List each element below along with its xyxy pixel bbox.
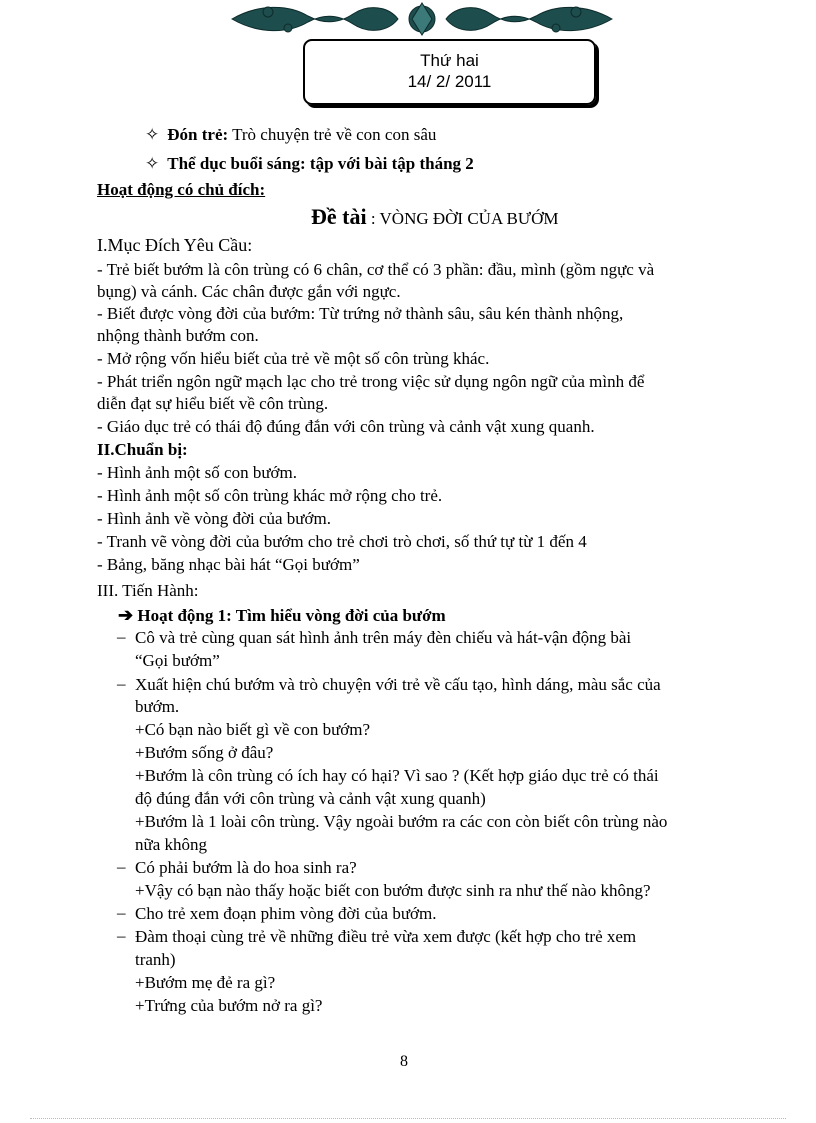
welcome-text: Trò chuyện trẻ về con con sâu [228, 125, 437, 144]
dash-bullet: – [117, 903, 126, 922]
section1-line: - Mở rộng vốn hiểu biết của trẻ về một số côn trùng khác. [97, 349, 490, 368]
dash-bullet: – [117, 857, 126, 876]
topic-label: Đề tài [311, 204, 367, 229]
topic-text: : VÒNG ĐỜI CỦA BƯỚM [366, 209, 559, 228]
date-label: 14/ 2/ 2011 [407, 72, 492, 91]
section3-line: bướm. [135, 697, 180, 716]
section3-line: Cho trẻ xem đoạn phim vòng đời của bướm. [135, 904, 437, 923]
section3-title: III. Tiến Hành: [97, 581, 199, 600]
exercise-label: Thể dục buổi sáng: tập với bài tập tháng 2 [167, 154, 474, 173]
section3-line: +Bướm là côn trùng có ích hay có hại? Vì sao ? (Kết hợp giáo dục trẻ có thái [135, 766, 659, 785]
section3-line: +Có bạn nào biết gì về con bướm? [135, 720, 371, 739]
footer-divider [30, 1118, 786, 1119]
section1-line: nhộng thành bướm con. [97, 326, 259, 345]
section2-line: - Hình ảnh một số con bướm. [97, 463, 297, 482]
section3-line: “Gọi bướm” [135, 651, 220, 670]
star-bullet-icon: ✧ [145, 125, 160, 144]
exercise-line [145, 153, 474, 175]
section3-line: +Trứng của bướm nở ra gì? [135, 996, 323, 1015]
dash-bullet: – [117, 926, 126, 945]
activity1-label: Hoạt động 1: Tìm hiểu vòng đời của bướm [137, 606, 446, 625]
section1-line: - Biết được vòng đời của bướm: Từ trứng nở thành sâu, sâu kén thành nhộng, [97, 304, 624, 323]
section2-line: - Hình ảnh một số côn trùng khác mở rộng cho trẻ. [97, 486, 443, 505]
section1-line: - Trẻ biết bướm là côn trùng có 6 chân, cơ thể có 3 phần: đầu, mình (gồm ngực và [97, 260, 655, 279]
section2-line: - Tranh vẽ vòng đời của bướm cho trẻ chơi trò chơi, số thứ tự từ 1 đến 4 [97, 532, 587, 551]
section1-line: diễn đạt sự hiểu biết về côn trùng. [97, 394, 329, 413]
section3-line: tranh) [135, 950, 176, 969]
dash-bullet: – [117, 627, 126, 646]
section3-line: độ đúng đắn với côn trùng và cảnh vật xung quanh) [135, 789, 486, 808]
section2-line: - Bảng, băng nhạc bài hát “Gọi bướm” [97, 555, 360, 574]
topic-line [311, 203, 558, 233]
section2-title: II.Chuẩn bị: [97, 440, 188, 459]
section3-line: Có phải bướm là do hoa sinh ra? [135, 858, 357, 877]
date-box [303, 39, 596, 105]
welcome-label: Đón trẻ: [167, 125, 229, 144]
page-number: 8 [400, 1053, 408, 1070]
day-label: Thứ hai [420, 51, 479, 70]
welcome-line [145, 124, 436, 146]
section3-line: +Bướm sống ở đâu? [135, 743, 274, 762]
section3-line: nữa không [135, 835, 208, 854]
section1-line: - Giáo dục trẻ có thái độ đúng đắn với côn trùng và cảnh vật xung quanh. [97, 417, 595, 436]
section2-line: - Hình ảnh về vòng đời của bướm. [97, 509, 331, 528]
arrow-right-icon: ➔ [118, 605, 134, 625]
section1-line: - Phát triển ngôn ngữ mạch lạc cho trẻ trong việc sử dụng ngôn ngữ của mình để [97, 372, 645, 391]
dash-bullet: – [117, 674, 126, 693]
star-bullet-icon: ✧ [145, 154, 160, 173]
section3-line: Cô và trẻ cùng quan sát hình ảnh trên máy đèn chiếu và hát-vận động bài [135, 628, 632, 647]
section3-line: Xuất hiện chú bướm và trò chuyện với trẻ về cấu tạo, hình dáng, màu sắc của [135, 675, 661, 694]
section3-line: +Bướm mẹ đẻ ra gì? [135, 973, 276, 992]
activity-heading: Hoạt động có chủ đích: [97, 180, 266, 199]
header-ornament [228, 2, 616, 36]
activity1-heading [118, 604, 446, 627]
section3-line: Đàm thoại cùng trẻ về những điều trẻ vừa xem được (kết hợp cho trẻ xem [135, 927, 637, 946]
section1-line: bụng) và cánh. Các chân được gắn với ngực. [97, 282, 401, 301]
section3-line: +Bướm là 1 loài côn trùng. Vậy ngoài bướm ra các con còn biết côn trùng nào [135, 812, 668, 831]
section1-title: I.Mục Đích Yêu Cầu: [97, 235, 253, 255]
section3-line: +Vậy có bạn nào thấy hoặc biết con bướm được sinh ra như thế nào không? [135, 881, 651, 900]
